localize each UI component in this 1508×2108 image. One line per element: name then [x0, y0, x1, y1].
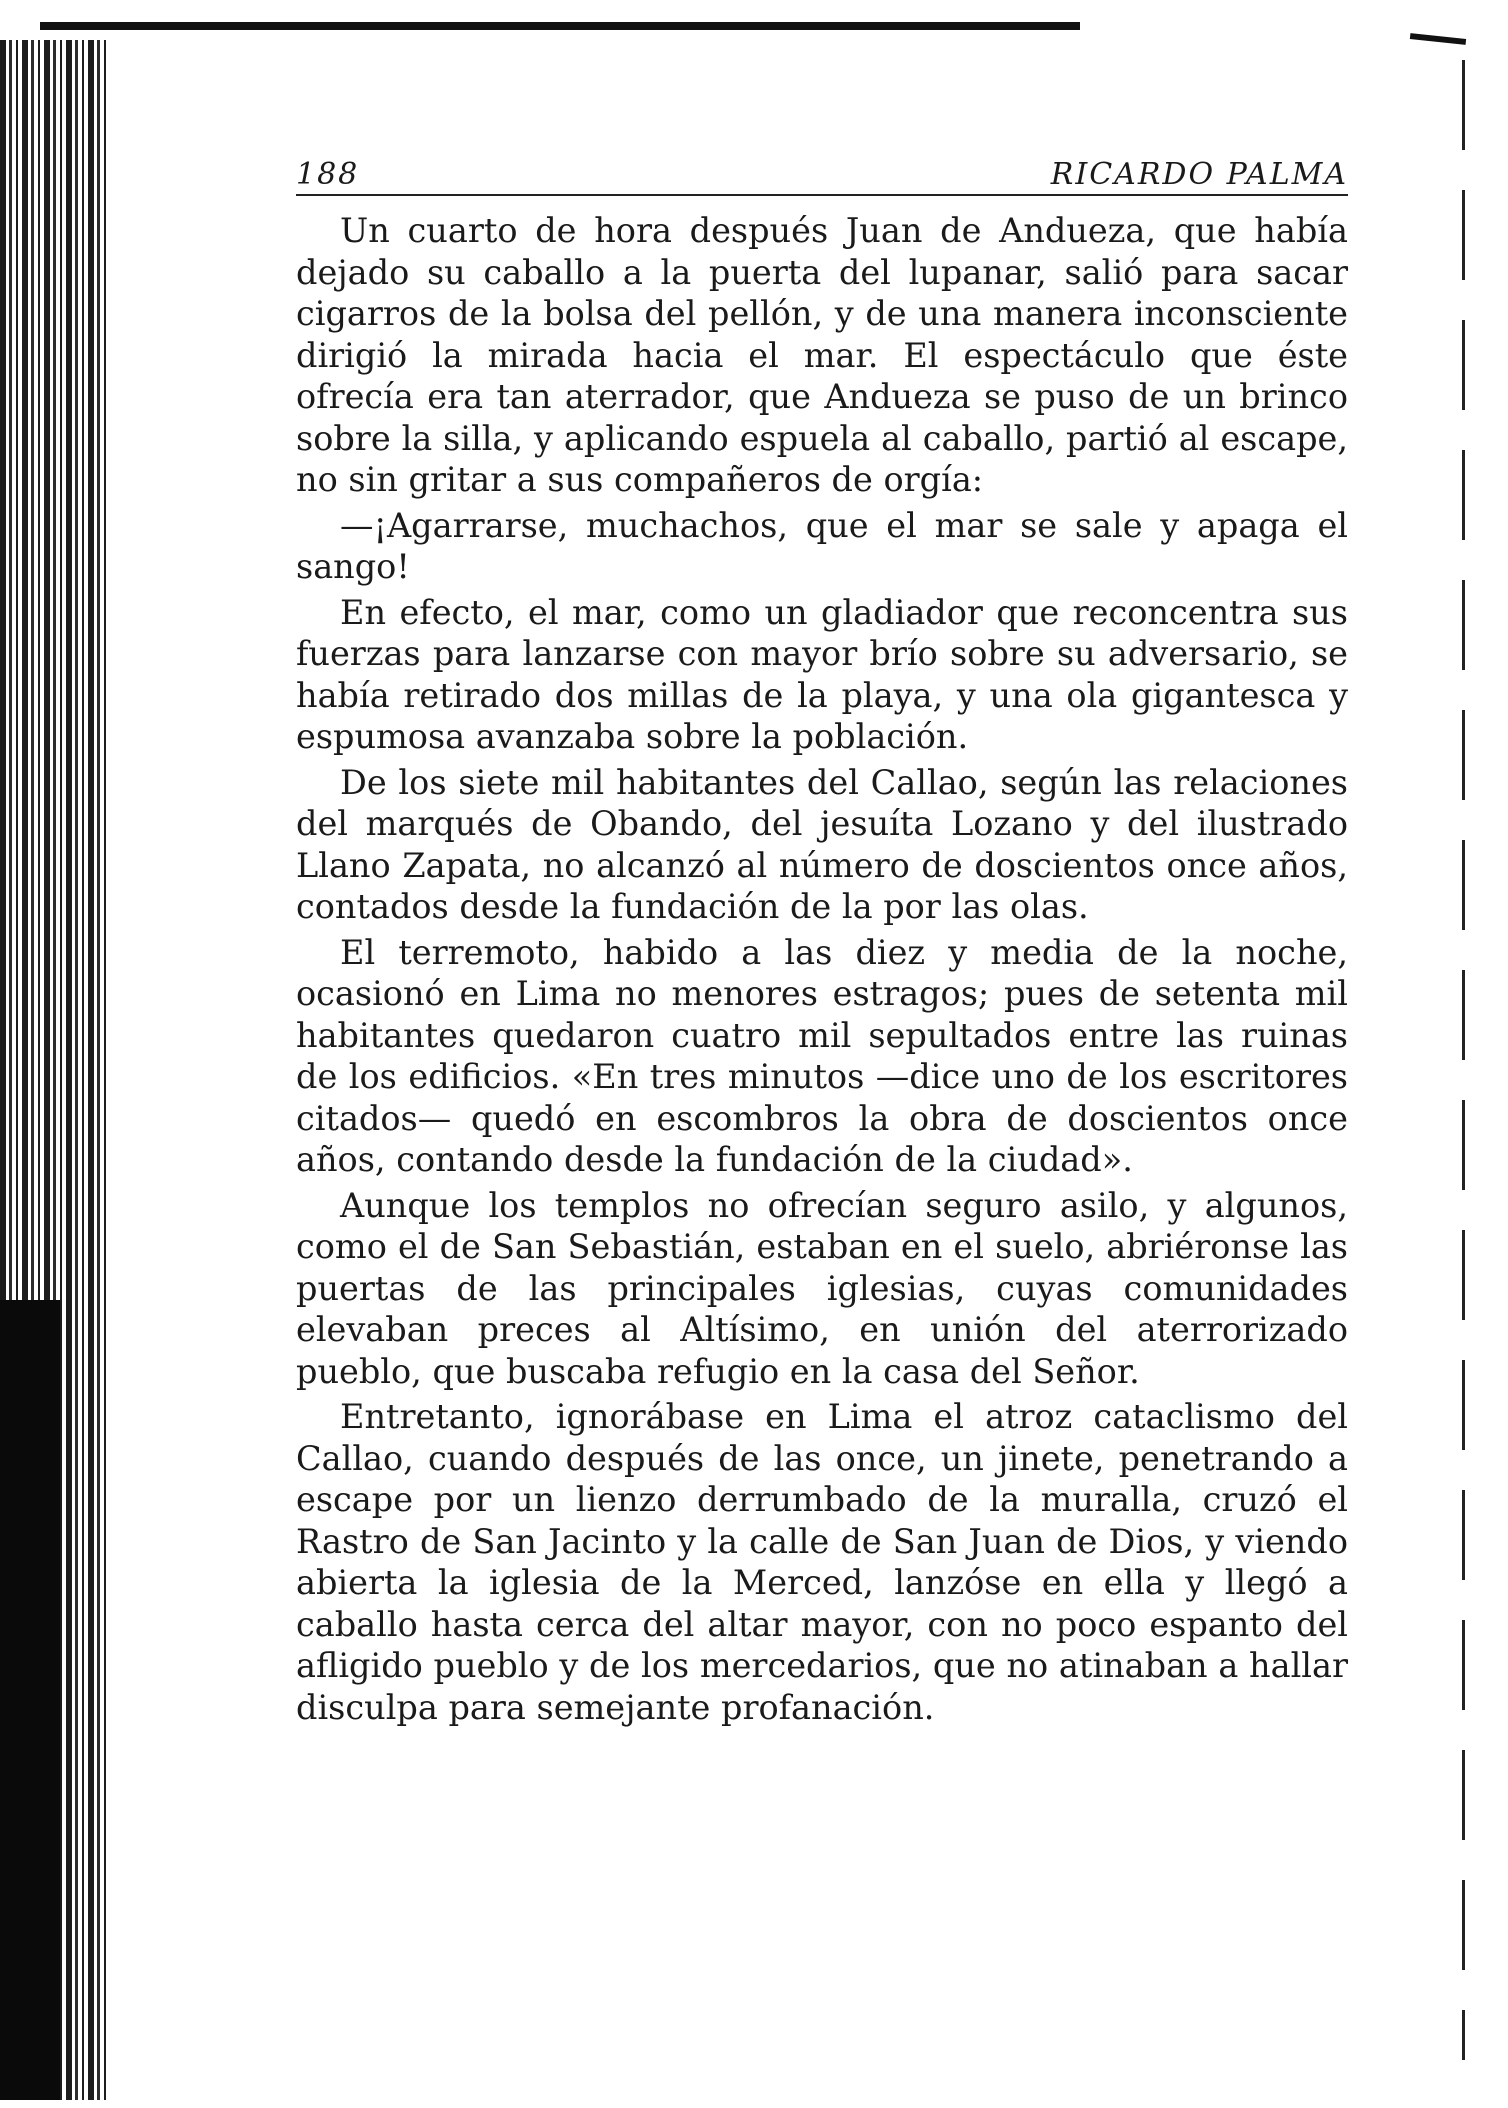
running-title: RICARDO PALMA [1050, 157, 1348, 192]
paragraph: De los siete mil habitantes del Callao, según las relaciones del marqués de Obando, del jesuíta Lozano y del ilustrado Llano Zapata, no alcanzó al número de doscientos once años, contados desde la fundación de la por las olas. [296, 762, 1348, 926]
paragraph: Entretanto, ignorábase en Lima el atroz cataclismo del Callao, cuando después de las once, un jinete, penetrando a escape por un lienzo derrumbado de la muralla, cruzó el Rastro de San Jacinto y la calle de San Juan de Dios, y viendo abierta la iglesia de la Merced, lanzóse en ella y llegó a caballo hasta cerca del altar mayor, con no poco espanto del afligido pueblo y de los mercedarios, que no atinaban a hallar disculpa para semejante profanación. [296, 1397, 1348, 1727]
scan-top-edge [40, 22, 1080, 30]
paragraph: Un cuarto de hora después Juan de Andueza, que había dejado su caballo a la puerta del lupanar, salió para sacar cigarros de la bolsa del pellón, y de una manera inconsciente dirigió la mirada hacia el mar. El espectáculo que éste ofrecía era tan aterrador, que Andueza se puso de un brinco sobre la silla, y aplicando espuela al caballo, partió al escape, no sin gritar a sus compañeros de orgía: [296, 211, 1348, 499]
page-number: 188 [296, 157, 360, 192]
page-header [296, 150, 1348, 196]
book-binding-shadow [0, 1300, 60, 2100]
scan-corner-mark [1410, 33, 1466, 45]
page-right-edge [1462, 60, 1465, 2060]
book-page [296, 150, 1348, 1732]
page-body [296, 210, 1348, 1728]
paragraph: En efecto, el mar, como un gladiador que reconcentra sus fuerzas para lanzarse con mayor brío sobre su adversario, se había retirado dos millas de la playa, y una ola gigantesca y espumosa avanzaba sobre la población. [296, 592, 1348, 756]
paragraph: Aunque los templos no ofrecían seguro asilo, y algunos, como el de San Sebastián, estaban en el suelo, abriéronse las puertas de las principales iglesias, cuyas comunidades elevaban preces al Altísimo, en unión del aterrorizado pueblo, que buscaba refugio en la casa del Señor. [296, 1185, 1348, 1391]
paragraph: El terremoto, habido a las diez y media de la noche, ocasionó en Lima no menores estragos; pues de setenta mil habitantes quedaron cuatro mil sepultados entre las ruinas de los edificios. «En tres minutos —dice uno de los escritores citados— quedó en escombros la obra de doscientos once años, contando desde la fundación de la ciudad». [296, 932, 1348, 1179]
paragraph: —¡Agarrarse, muchachos, que el mar se sale y apaga el sango! [296, 505, 1348, 586]
